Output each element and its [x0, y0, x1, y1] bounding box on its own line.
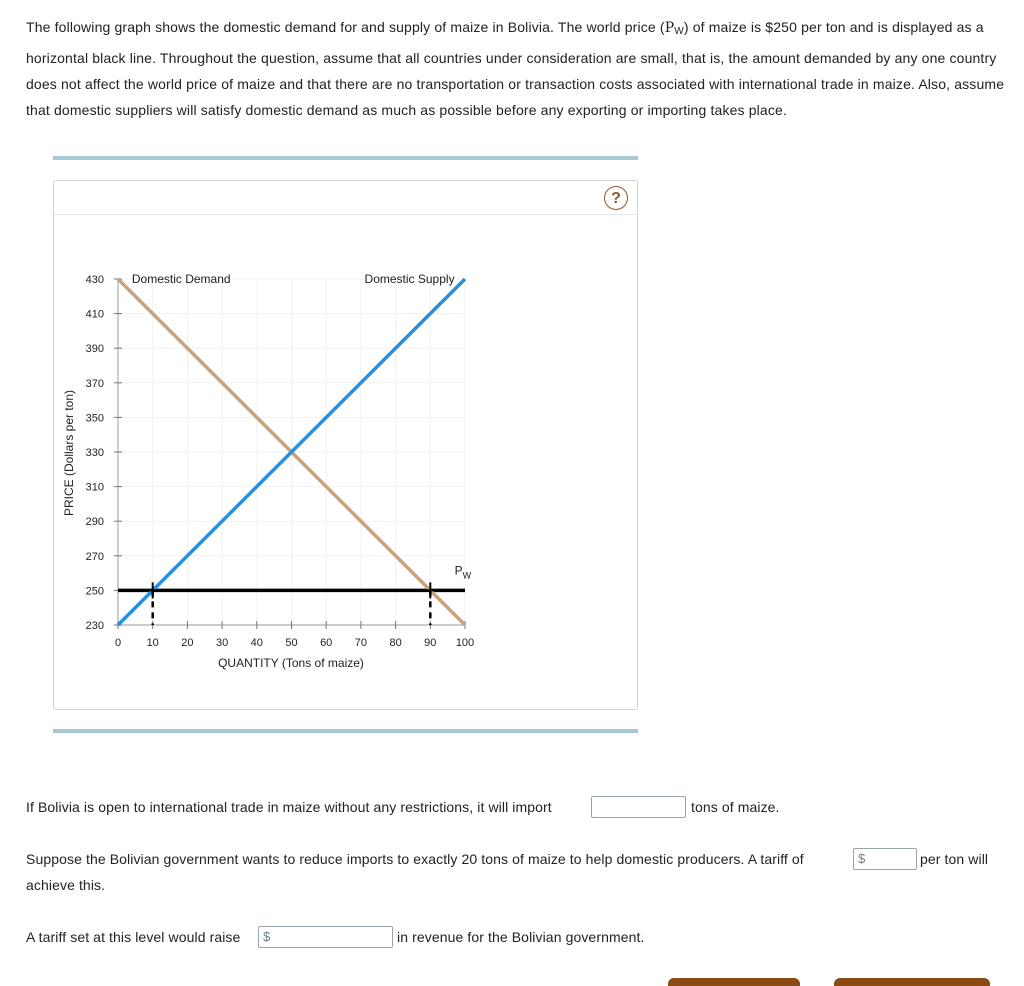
x-tick-label: 70: [354, 637, 368, 649]
question-3-suffix: in revenue for the Bolivian government.: [397, 929, 645, 945]
y-tick-label: 350: [85, 412, 104, 425]
chart-labels: [132, 272, 472, 580]
domestic-supply-label: Domestic Supply: [364, 272, 455, 286]
question-3-text: A tariff set at this level would raise: [26, 929, 241, 945]
question-2-line2: achieve this.: [26, 877, 106, 893]
question-intro: The following graph shows the domestic demand for and supply of maize in Bolivia. The world price (PW) of maize is $250 per ton and is displayed as a horizontal black line. Throughout the question, assume that all countries under consideration are small, that is, the amount demanded by any one country does not affect the world price of maize and that there are no transportation or transaction costs associated with international trade in maize. Also, assume that domestic suppliers will satisfy domestic demand as much as possible before any exporting or importing takes place.: [26, 19, 1005, 118]
tariff-amount-input[interactable]: [853, 848, 917, 870]
graph-panel: [53, 180, 638, 710]
supply-demand-chart: [54, 181, 637, 709]
help-button[interactable]: ?: [604, 186, 628, 210]
x-tick-label: 20: [181, 637, 194, 649]
domestic-demand-label: Domestic Demand: [131, 272, 231, 286]
grade-button[interactable]: [668, 978, 800, 986]
y-tick-label: 290: [85, 516, 104, 529]
y-axis-label: PRICE (Dollars per ton): [62, 389, 76, 517]
y-tick-label: 250: [85, 585, 104, 598]
y-tick-label: 370: [85, 377, 104, 390]
y-tick-label: 410: [85, 308, 104, 321]
save-continue-button[interactable]: [834, 978, 990, 986]
y-tick-label: 390: [85, 343, 104, 356]
tariff-revenue-input[interactable]: [258, 926, 393, 948]
question-2-text: Suppose the Bolivian government wants to reduce imports to exactly 20 tons of maize to help domestic producers. A tariff of: [26, 851, 804, 867]
y-tick-label: 310: [85, 481, 104, 494]
question-1-suffix: tons of maize.: [691, 799, 780, 815]
x-tick-label: 10: [146, 637, 159, 649]
bottom-divider: [53, 729, 638, 733]
x-tick-label: 40: [250, 637, 263, 649]
question-2-suffix: per ton will: [920, 851, 989, 867]
y-tick-label: 330: [85, 447, 104, 459]
world-price-label: $P_W$: [454, 563, 472, 581]
y-tick-label: 270: [85, 550, 104, 563]
y-tick-label: 430: [85, 274, 104, 286]
x-tick-label: 50: [285, 637, 298, 649]
world-price-symbol: PW: [664, 20, 684, 37]
x-axis-label: QUANTITY (Tons of maize): [218, 656, 364, 670]
x-tick-label: 0: [114, 637, 122, 649]
x-tick-label: 80: [389, 637, 402, 649]
x-tick-label: 90: [424, 637, 437, 649]
x-tick-label: 100: [455, 637, 475, 649]
dollar-sign: $: [858, 851, 866, 866]
top-divider: [53, 156, 638, 160]
x-tick-label: 60: [320, 637, 333, 649]
y-tick-label: 230: [85, 620, 104, 632]
x-tick-label: 30: [215, 637, 229, 649]
imports-quantity-input[interactable]: [591, 796, 686, 818]
dollar-sign: $: [263, 929, 271, 944]
question-1-text: If Bolivia is open to international trade in maize without any restrictions, it will import: [26, 799, 552, 815]
